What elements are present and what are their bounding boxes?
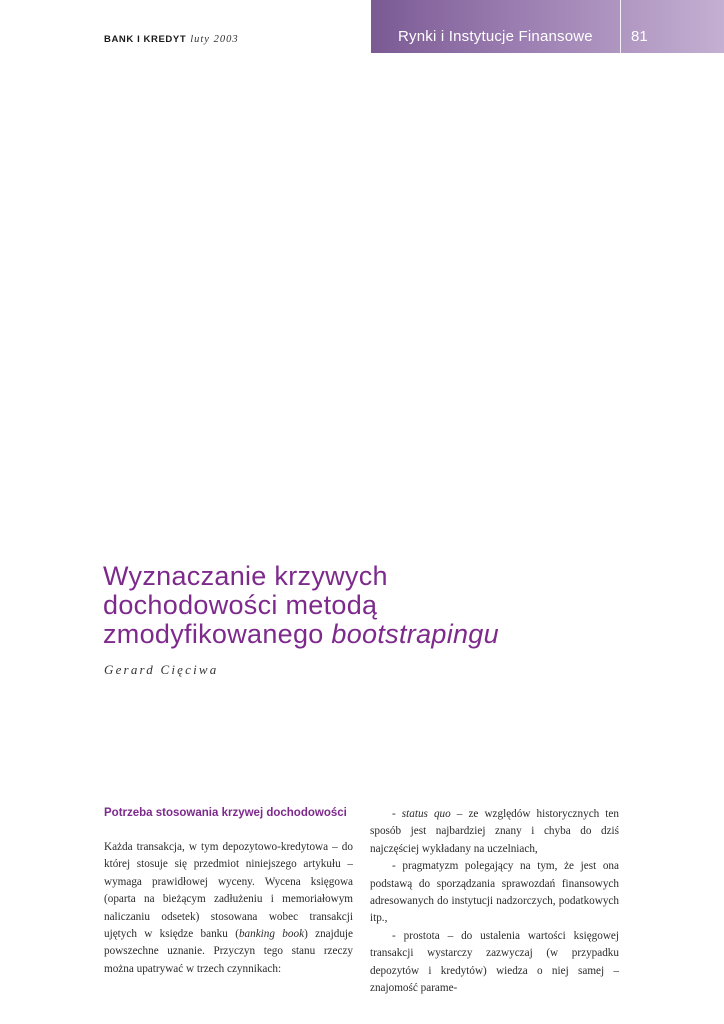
list-item-pragmatyzm: - pragmatyzm polegający na tym, że jest ona podstawą do sporządzania sprawozdań finansowych adresowanych do instytucji nadzorczych, podatkowych itp., xyxy=(370,860,619,925)
left-column xyxy=(104,806,353,978)
header-band xyxy=(371,0,724,53)
title-line-3-prefix: zmodyfikowanego xyxy=(103,619,332,649)
list-item-prostota: - prostota – do ustalenia wartości księgowej transakcji wystarczy zazwyczaj (w przypadku depozytów i kredytów) wiedza o niej samej – znajomość parame- xyxy=(370,929,619,995)
item1-text: – ze względów historycznych ten sposób jest najbardziej znany i chyba do dziś najczęściej wykładany na uczelniach, xyxy=(370,808,619,855)
left-paragraph xyxy=(104,839,353,978)
header-divider xyxy=(620,0,621,53)
section-name: Rynki i Instytucje Finansowe xyxy=(398,28,593,45)
title-line-3-italic: bootstrapingu xyxy=(331,619,499,649)
item1-italic: status quo xyxy=(401,808,451,820)
list-item-status-quo xyxy=(370,806,619,858)
right-column xyxy=(370,806,619,997)
item1-prefix: - xyxy=(392,808,402,820)
left-p1-italic: banking book xyxy=(238,928,305,941)
author-name: Gerard Cięciwa xyxy=(104,662,219,677)
issue-date: luty 2003 xyxy=(190,34,239,45)
journal-name: BANK I KREDYT xyxy=(104,34,187,45)
title-line-2: dochodowości metodą xyxy=(103,590,378,620)
section-heading: Potrzeba stosowania krzywej dochodowości xyxy=(104,807,347,819)
left-p1-after: ) znajduje powszechne uznanie. Przyczyn tego stanu rzeczy można upatrywać w trzech czynnikach: xyxy=(104,928,354,975)
left-p1-before: Każda transakcja, w tym depozytowo-kredytowa – do której stosuje się przedmiot niniejszego artykułu – wymaga prawidłowej wyceny. Wycena księgowa (oparta na bieżącym zadłużeniu i memoriałowym naliczaniu odsetek) stosowana wobec transakcji ujętych w księdze banku ( xyxy=(104,841,353,941)
running-header xyxy=(104,34,239,45)
page-number: 81 xyxy=(631,28,648,45)
title-line-3 xyxy=(103,620,663,649)
title-line-1: Wyznaczanie krzywych xyxy=(103,561,388,591)
article-title xyxy=(103,562,663,649)
